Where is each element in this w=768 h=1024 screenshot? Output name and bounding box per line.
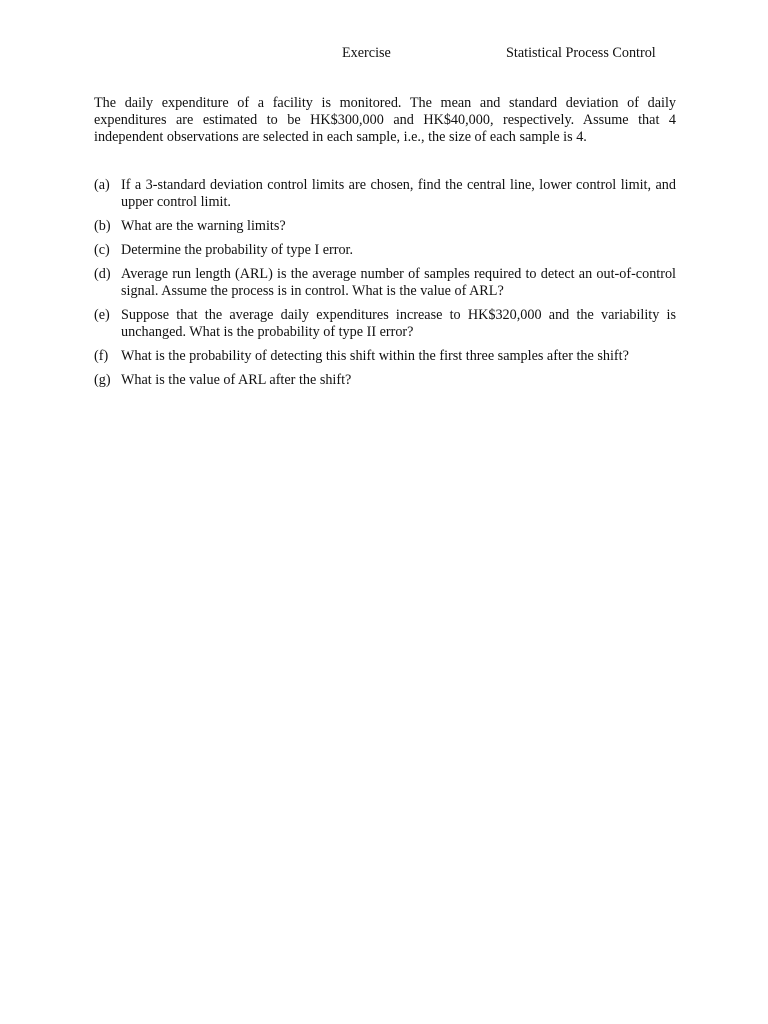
question-list (94, 177, 676, 396)
question-label: (d) (94, 266, 111, 283)
question-text: What is the probability of detecting this shift within the first three samples after the shift? (121, 347, 629, 364)
header-topic-label: Statistical Process Control (506, 45, 656, 61)
header-exercise-label: Exercise (342, 45, 391, 61)
intro-paragraph: The daily expenditure of a facility is monitored. The mean and standard deviation of daily expenditures are estimated to be HK$300,000 and HK$40,000, respectively. Assume that 4 independent observations are selected in each sample, i.e., the size of each sample is 4. (94, 95, 676, 146)
question-item-g (94, 372, 676, 389)
question-item-a (94, 177, 676, 210)
question-label: (a) (94, 177, 110, 193)
question-text: Suppose that the average daily expenditures increase to HK$320,000 and the variability is unchanged. What is the probability of type II error? (121, 306, 676, 340)
question-label: (e) (94, 306, 110, 323)
question-text: If a 3-standard deviation control limits are chosen, find the central line, lower control limit, and upper control limit. (121, 177, 676, 210)
question-item-e (94, 307, 676, 340)
question-text: What are the warning limits? (121, 217, 286, 234)
question-item-b (94, 218, 676, 235)
question-text: Average run length (ARL) is the average number of samples required to detect an out-of-control signal. Assume the process is in control. What is the value of ARL? (121, 266, 676, 299)
question-label: (c) (94, 241, 110, 258)
question-label: (b) (94, 217, 111, 234)
question-label: (g) (94, 371, 111, 388)
question-text: Determine the probability of type I error. (121, 241, 354, 258)
question-item-c (94, 242, 676, 259)
question-item-f (94, 348, 676, 365)
question-label: (f) (94, 347, 109, 364)
question-item-d (94, 266, 676, 299)
question-text: What is the value of ARL after the shift? (121, 371, 352, 388)
